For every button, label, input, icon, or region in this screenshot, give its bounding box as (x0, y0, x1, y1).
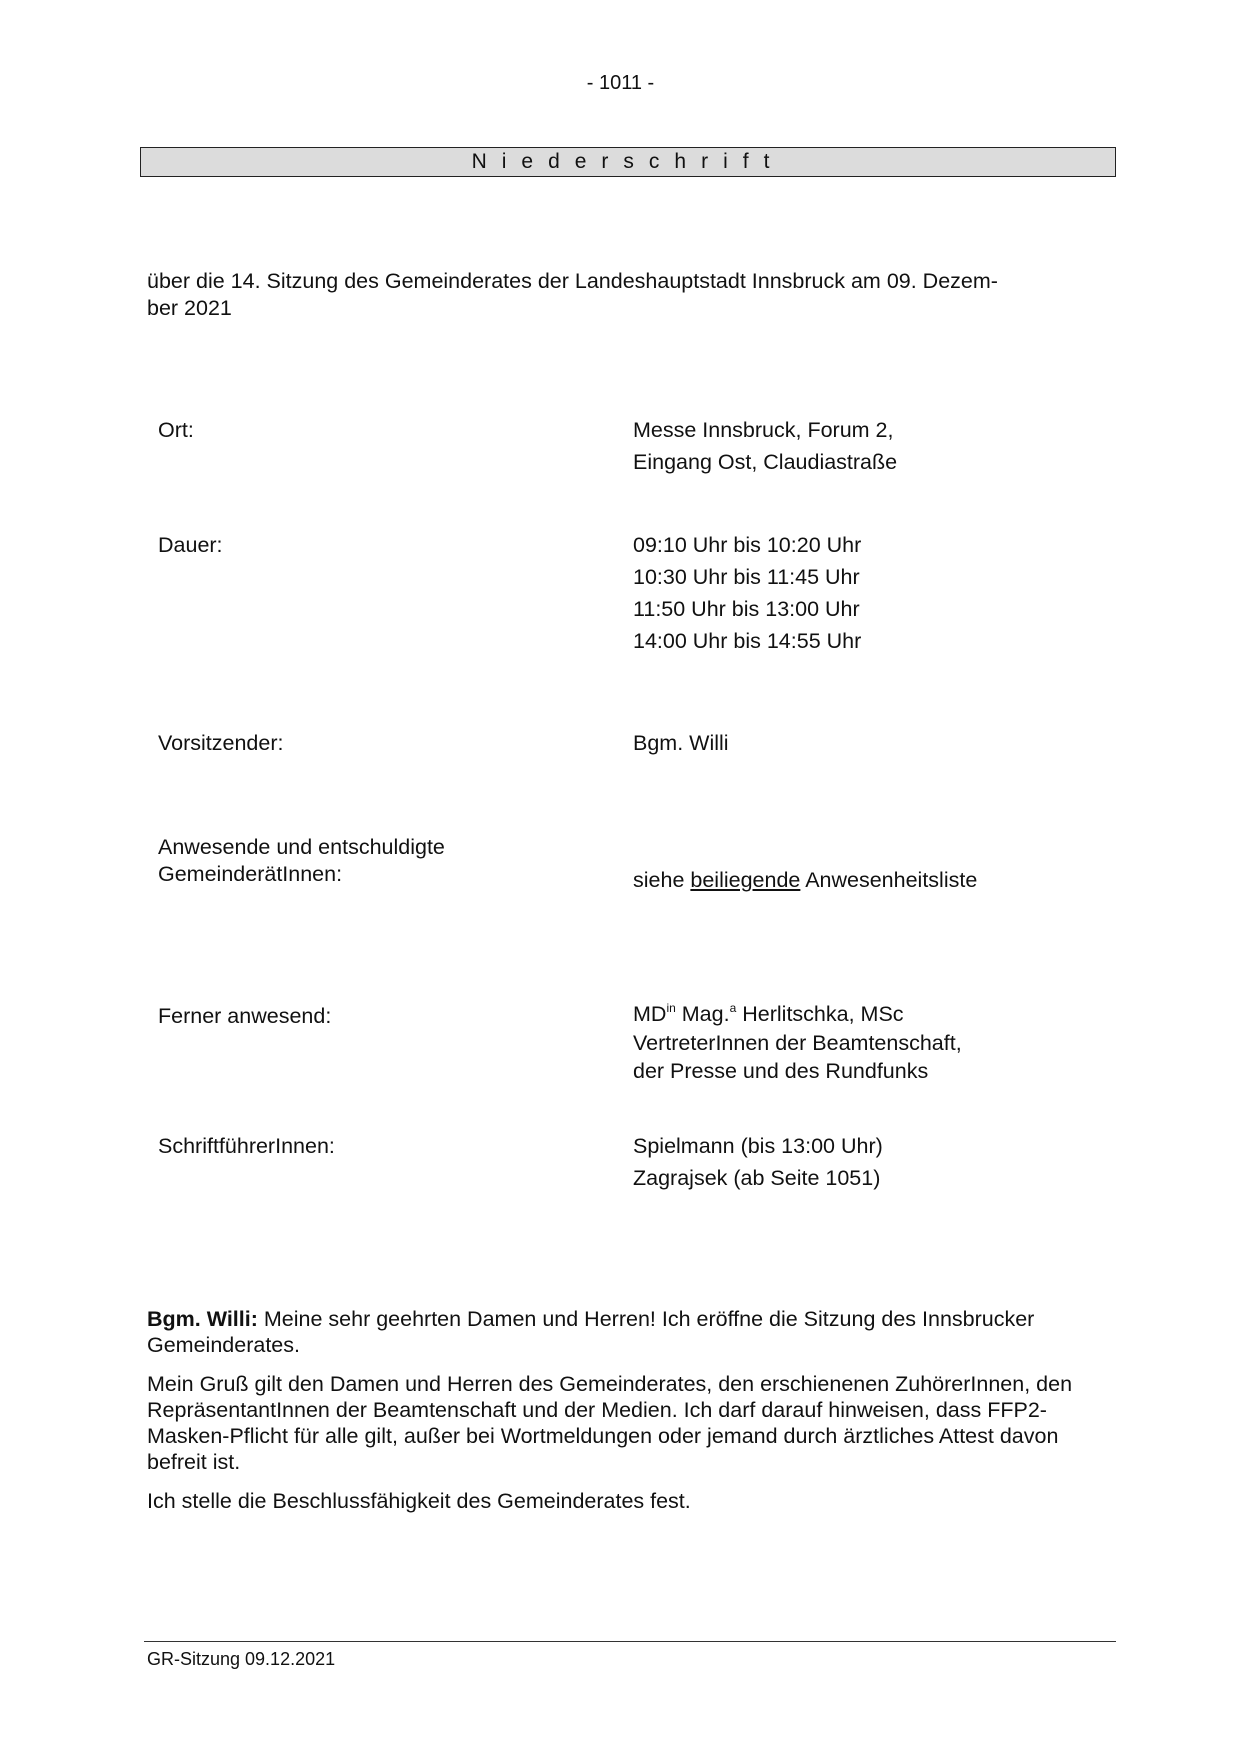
schrift-value (633, 1130, 883, 1194)
speech-body (147, 1306, 1122, 1527)
vorsitzender-label: Vorsitzender: (158, 731, 284, 755)
vorsitzender-value: Bgm. Willi (633, 731, 729, 755)
footer-divider (144, 1641, 1116, 1642)
ort-value (633, 414, 897, 478)
beiliegende-link[interactable]: beiliegende (690, 868, 801, 892)
document-title: Niederschrift (140, 147, 1116, 177)
speech-paragraph-1-text: Meine sehr geehrten Damen und Herren! Ich eröffne die Sitzung des Innsbrucker Gemeinderates. (147, 1307, 1035, 1357)
dauer-line-3: 11:50 Uhr bis 13:00 Uhr (633, 597, 860, 621)
md-title: MD (633, 1002, 667, 1026)
anwesende-value-pre: siehe (633, 868, 685, 892)
speaker-name: Bgm. Willi: (147, 1307, 258, 1331)
ort-label: Ort: (158, 418, 194, 442)
speech-paragraph-3: Ich stelle die Beschlussfähigkeit des Gemeinderates fest. (147, 1489, 691, 1513)
ferner-line-3: der Presse und des Rundfunks (633, 1059, 929, 1083)
mag-sup: a (729, 1001, 737, 1015)
ferner-name: Herlitschka, MSc (742, 1002, 904, 1026)
dauer-value (633, 529, 861, 657)
ferner-value (633, 1000, 962, 1084)
page-number: - 1011 - (586, 72, 655, 94)
dauer-label: Dauer: (158, 533, 223, 557)
speech-paragraph-1 (147, 1306, 1122, 1358)
mag-title: Mag. (681, 1002, 730, 1026)
schrift-label: SchriftführerInnen: (158, 1134, 335, 1158)
dauer-line-4: 14:00 Uhr bis 14:55 Uhr (633, 629, 862, 653)
intro-line-1: über die 14. Sitzung des Gemeinderates der Landeshauptstadt Innsbruck am 09. Dezem- (147, 269, 998, 293)
ferner-line-1 (633, 1000, 962, 1029)
intro-text (147, 268, 1087, 322)
dauer-line-2: 10:30 Uhr bis 11:45 Uhr (633, 565, 860, 589)
intro-line-2: ber 2021 (147, 296, 232, 320)
anwesende-value (633, 864, 977, 896)
speech-paragraph-2: Mein Gruß gilt den Damen und Herren des Gemeinderates, den erschienenen ZuhörerInnen, den RepräsentantInnen der Beamtenschaft und der Medien. Ich darf darauf hinweisen, dass FFP2-Masken-Pflicht für alle gilt, außer bei Wortmeldungen oder jemand durch ärztliches Attest davon befreit ist. (147, 1372, 1073, 1474)
dauer-line-1: 09:10 Uhr bis 10:20 Uhr (633, 533, 862, 557)
ferner-line-2: VertreterInnen der Beamtenschaft, (633, 1031, 962, 1055)
ort-line-1: Messe Innsbruck, Forum 2, (633, 418, 894, 442)
ort-line-2: Eingang Ost, Claudiastraße (633, 450, 898, 474)
anwesende-label (158, 834, 445, 888)
schrift-line-1: Spielmann (bis 13:00 Uhr) (633, 1134, 883, 1158)
ferner-label: Ferner anwesend: (158, 1004, 332, 1028)
footer-text: GR-Sitzung 09.12.2021 (147, 1649, 336, 1669)
anwesende-value-post: Anwesenheitsliste (805, 868, 978, 892)
schrift-line-2: Zagrajsek (ab Seite 1051) (633, 1166, 881, 1190)
anwesende-label-line-1: Anwesende und entschuldigte (158, 835, 445, 859)
anwesende-label-line-2: GemeinderätInnen: (158, 862, 343, 886)
md-sup: in (666, 1001, 676, 1015)
